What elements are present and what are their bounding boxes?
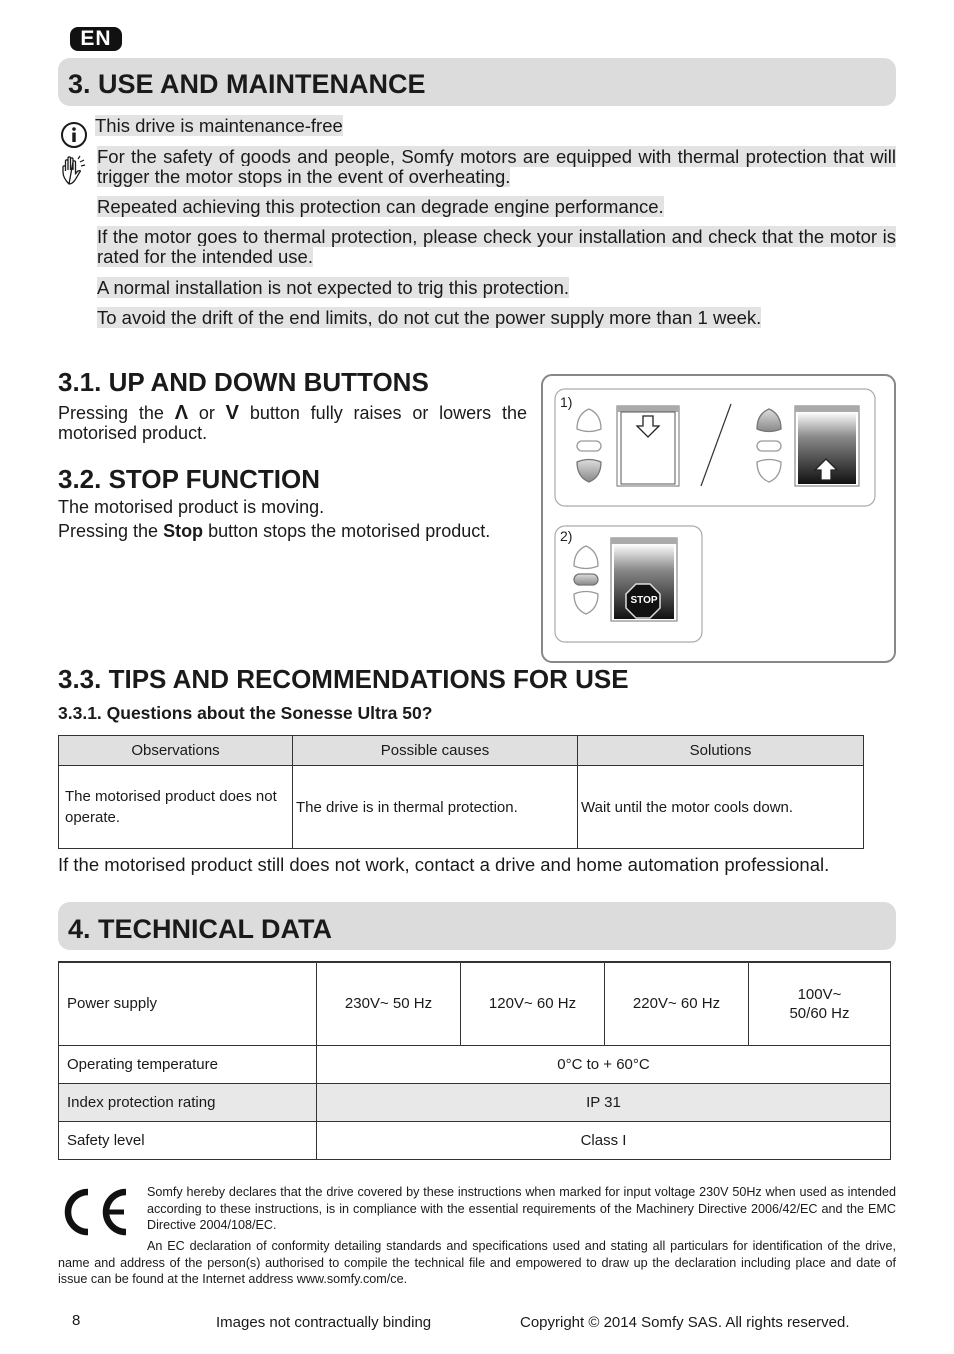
protection-rating-label: Index protection rating <box>59 1083 317 1121</box>
stop-line-1: The motorised product is moving. <box>58 497 325 517</box>
page-number: 8 <box>72 1312 81 1329</box>
cell-observation: The motorised product does not operate. <box>59 766 293 849</box>
section-title-use-maintenance: 3. USE AND MAINTENANCE <box>68 69 426 99</box>
header-solutions: Solutions <box>578 736 864 766</box>
figure-label-1: 1) <box>560 394 573 410</box>
language-badge: EN <box>70 27 122 51</box>
power-value-230: 230V~ 50 Hz <box>317 962 461 1045</box>
table-row <box>59 1083 891 1121</box>
warning-paragraph-4: A normal installation is not expected to trig this protection. <box>97 277 570 298</box>
table-row <box>59 766 864 849</box>
section-title-technical-data: 4. TECHNICAL DATA <box>68 914 333 944</box>
warning-paragraph-5: To avoid the drift of the end limits, do not cut the power supply more than 1 week. <box>97 307 762 328</box>
cell-cause: The drive is in thermal protection. <box>293 766 578 849</box>
power-value-100: 100V~ 50/60 Hz <box>749 962 891 1045</box>
technical-data-table <box>58 961 891 1160</box>
questions-subtitle: 3.3.1. Questions about the Sonesse Ultra 50? <box>58 703 433 723</box>
info-note: This drive is maintenance-free <box>95 115 343 136</box>
table-row <box>59 1045 891 1083</box>
section-title-tips: 3.3. TIPS AND RECOMMENDATIONS FOR USE <box>58 664 629 694</box>
remote-control-illustration <box>541 374 897 664</box>
cell-solution: Wait until the motor cools down. <box>578 766 864 849</box>
warning-paragraph-2: Repeated achieving this protection can degrade engine performance. <box>97 196 664 217</box>
figure-label-2: 2) <box>560 528 573 544</box>
images-disclaimer: Images not contractually binding <box>216 1314 432 1331</box>
up-symbol: Λ <box>174 402 189 424</box>
power-value-220: 220V~ 60 Hz <box>605 962 749 1045</box>
down-symbol: V <box>225 402 240 424</box>
safety-level-value: Class I <box>317 1121 891 1159</box>
ce-mark-logo <box>58 1187 132 1237</box>
warning-paragraph-1: For the safety of goods and people, Somfy motors are equipped with thermal protection that will trigger the motor stops in the event of overheating. <box>97 146 896 187</box>
ec-conformity-text: An EC declaration of conformity detailing standards and specifications used and stating all particulars for identification of the drive, name and address of the person(s) authorised to compile the technical file and empowered to draw up the declaration including place and date of issue can be found at the Internet address www.somfy.com/ce. <box>58 1239 896 1286</box>
power-value-120: 120V~ 60 Hz <box>461 962 605 1045</box>
table-header-row <box>59 736 864 766</box>
up-down-description: Pressing the Λ or V button fully raises or lowers the motorised product. <box>58 402 527 443</box>
table-row <box>59 962 891 1045</box>
info-icon <box>60 121 88 149</box>
ce-declaration-text: Somfy hereby declares that the drive covered by these instructions when marked for input voltage 230V 50Hz when used as intended according to these instructions, is in compliance with the essential requirements of the Machinery Directive 2006/42/EC and the EMC Directive 2004/108/EC. <box>147 1185 896 1232</box>
section-title-stop: 3.2. STOP FUNCTION <box>58 464 320 494</box>
hand-warning-icon <box>60 154 90 188</box>
operating-temperature-label: Operating temperature <box>59 1045 317 1083</box>
header-observations: Observations <box>59 736 293 766</box>
section-title-up-down: 3.1. UP AND DOWN BUTTONS <box>58 367 429 397</box>
contact-professional-text: If the motorised product still does not work, contact a drive and home automation professional. <box>58 854 830 875</box>
copyright-notice: Copyright © 2014 Somfy SAS. All rights reserved. <box>520 1314 850 1331</box>
troubleshooting-table <box>58 735 864 849</box>
table-row <box>59 1121 891 1159</box>
safety-level-label: Safety level <box>59 1121 317 1159</box>
warning-paragraph-3: If the motor goes to thermal protection, please check your installation and check that the motor is rated for the intended use. <box>97 226 896 267</box>
protection-rating-value: IP 31 <box>317 1083 891 1121</box>
header-possible-causes: Possible causes <box>293 736 578 766</box>
stop-sign-label: STOP <box>630 595 658 606</box>
power-supply-label: Power supply <box>59 962 317 1045</box>
stop-line-2: Pressing the Stop button stops the motorised product. <box>58 521 491 541</box>
operating-temperature-value: 0°C to + 60°C <box>317 1045 891 1083</box>
